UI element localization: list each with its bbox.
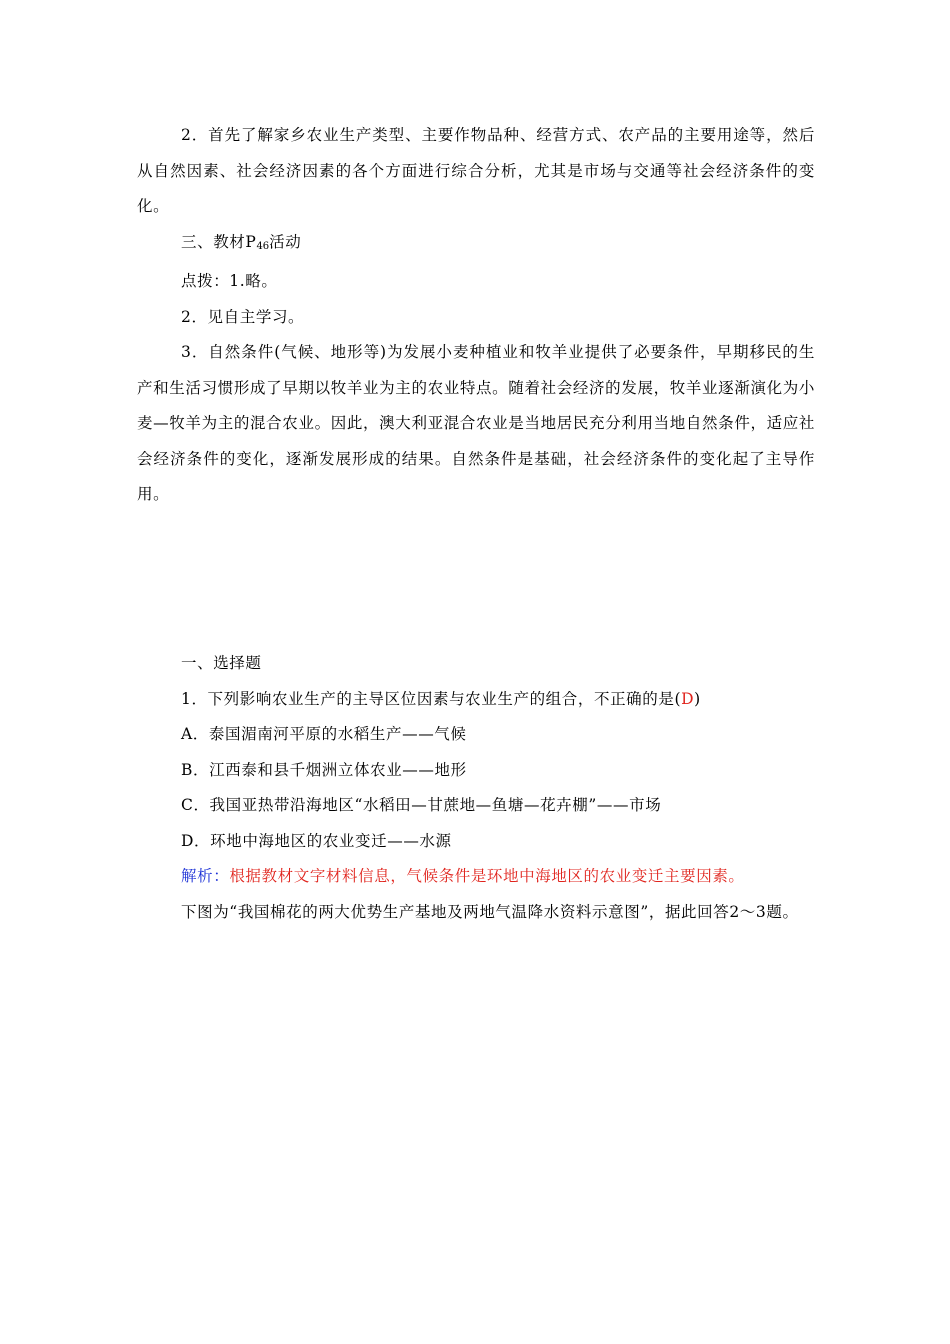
question-1-answer: D [681, 689, 695, 708]
option-a: A．泰国湄南河平原的水稻生产——气候 [181, 725, 467, 743]
analysis-text: 根据教材文字材料信息，气候条件是环地中海地区的农业变迁主要因素。 [229, 867, 745, 885]
question-1-text: 1．下列影响农业生产的主导区位因素与农业生产的组合，不正确的是 [181, 689, 675, 708]
question-1-analysis [137, 859, 815, 895]
item-3-paragraph: 3．自然条件(气候、地形等)为发展小麦种植业和牧羊业提供了必要条件，早期移民的生产和生活习惯形成了早期以牧羊业为主的农业特点。随着社会经济的发展，牧羊业逐渐演化为小麦—牧羊为主的混合农业。因此，澳大利亚混合农业是当地居民充分利用当地自然条件，适应社会经济条件的变化，逐渐发展形成的结果。自然条件是基础，社会经济条件的变化起了主导作用。 [137, 343, 815, 503]
questions-2-3-intro: 下图为“我国棉花的两大优势生产基地及两地气温降水资料示意图”，据此回答2～3题。 [181, 902, 799, 921]
item-2-line: 2．见自主学习。 [181, 307, 305, 326]
hint-line: 点拨：1.略。 [181, 272, 278, 290]
answer-close-paren: ) [694, 689, 701, 708]
exercises-block [137, 646, 815, 930]
analysis-label: 解析： [181, 867, 230, 885]
answers-block [137, 118, 815, 513]
option-d: D．环地中海地区的农业变迁——水源 [181, 831, 452, 850]
section-3-heading [137, 225, 815, 265]
option-b: B．江西泰和县千烟洲立体农业——地形 [181, 760, 467, 779]
question-1-stem [137, 682, 815, 718]
page-number-subscript: 46 [256, 240, 270, 252]
answer-item-2-paragraph: 2．首先了解家乡农业生产类型、主要作物品种、经营方式、农产品的主要用途等，然后从自然因素、社会经济因素的各个方面进行综合分析，尤其是市场与交通等社会经济条件的变化。 [137, 126, 815, 215]
exercises-heading: 一、选择题 [181, 654, 262, 672]
section-3-heading-prefix: 三、教材P [181, 232, 257, 251]
option-c: C．我国亚热带沿海地区“水稻田—甘蔗地—鱼塘—花卉棚”——市场 [181, 796, 662, 814]
section-3-heading-suffix: 活动 [269, 232, 302, 251]
answer-open-paren: ( [674, 689, 682, 708]
